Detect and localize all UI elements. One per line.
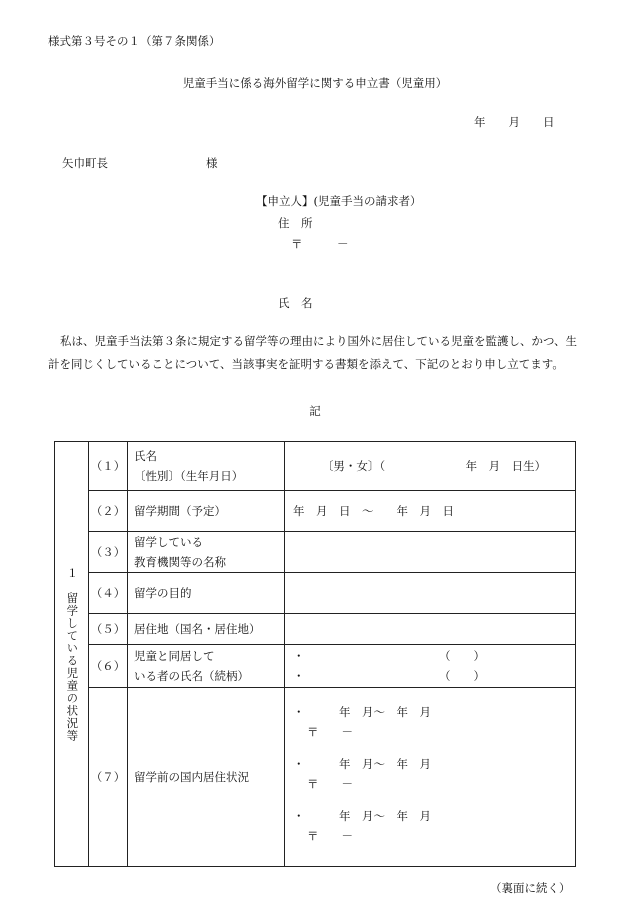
row-label: 留学期間（予定）	[128, 491, 285, 532]
name-gender-birth-field[interactable]: 〔男・女〕（ 年 月 日生）	[285, 442, 576, 491]
study-purpose-field[interactable]	[285, 573, 576, 614]
label-line: 教育機関等の名称	[134, 555, 226, 569]
row-label	[128, 532, 285, 573]
label-line: 〔性別〕（生年月日）	[134, 469, 244, 483]
history-period: ・ 年 月～ 年 月	[293, 757, 431, 771]
history-entry	[293, 806, 575, 846]
label-line: 氏名	[134, 449, 157, 463]
history-entry	[293, 702, 575, 742]
honorific: 様	[206, 156, 218, 170]
child-status-table	[54, 441, 576, 867]
applicant-postal-code: 〒 －	[291, 237, 349, 251]
relationship-paren: （ ）	[439, 669, 485, 683]
table-row	[55, 645, 576, 688]
row-label	[128, 442, 285, 491]
cohabitant-entry	[293, 666, 575, 686]
addressee: 矢巾町長	[62, 156, 108, 170]
table-row	[55, 442, 576, 491]
row-number: （３）	[89, 532, 128, 573]
bullet: ・	[293, 649, 305, 663]
section-label: １ 留学している児童の状況等	[65, 566, 80, 742]
table-row	[55, 532, 576, 573]
form-number: 様式第３号その１（第７条関係）	[48, 34, 221, 48]
study-period-field[interactable]: 年 月 日 ～ 年 月 日	[285, 491, 576, 532]
history-period: ・ 年 月～ 年 月	[293, 705, 431, 719]
date-field: 年 月 日	[474, 115, 555, 129]
relationship-paren: （ ）	[439, 649, 485, 663]
row-number: （６）	[89, 645, 128, 688]
history-postal: 〒 －	[307, 725, 353, 739]
history-postal: 〒 －	[307, 829, 353, 843]
history-period: ・ 年 月～ 年 月	[293, 809, 431, 823]
history-entry	[293, 754, 575, 794]
label-line: 留学している	[134, 535, 203, 549]
domestic-residence-history-field[interactable]	[285, 688, 576, 867]
label-line: 児童と同居して	[134, 649, 215, 663]
history-postal: 〒 －	[307, 777, 353, 791]
ki-heading: 記	[309, 404, 321, 418]
row-label	[128, 645, 285, 688]
row-number: （５）	[89, 614, 128, 645]
form-title: 児童手当に係る海外留学に関する申立書（児童用）	[182, 76, 448, 90]
row-number: （４）	[89, 573, 128, 614]
table-row	[55, 614, 576, 645]
table-row	[55, 491, 576, 532]
table-row	[55, 688, 576, 867]
institution-name-field[interactable]	[285, 532, 576, 573]
applicant-name-label: 氏 名	[278, 296, 313, 310]
statement-text: 私は、児童手当法第３条に規定する留学等の理由により国外に居住している児童を監護し、かつ、生計を同じくしていることについて、当該事実を証明する書類を添えて、下記のとおり申し立てます。	[48, 334, 578, 371]
row-number: （７）	[89, 688, 128, 867]
cohabitant-entry	[293, 646, 575, 666]
label-line: いる者の氏名（続柄）	[134, 669, 249, 683]
residence-field[interactable]	[285, 614, 576, 645]
row-label: 留学前の国内居住状況	[128, 688, 285, 867]
section-label-cell	[55, 442, 89, 867]
row-label: 居住地（国名・居住地）	[128, 614, 285, 645]
row-number: （２）	[89, 491, 128, 532]
row-label: 留学の目的	[128, 573, 285, 614]
table-row	[55, 573, 576, 614]
address-label: 住 所	[278, 216, 313, 230]
continued-note: （裏面に続く）	[490, 881, 571, 895]
cohabitant-field[interactable]	[285, 645, 576, 688]
row-number: （１）	[89, 442, 128, 491]
bullet: ・	[293, 669, 305, 683]
applicant-heading: 【申立人】(児童手当の請求者）	[256, 194, 422, 208]
